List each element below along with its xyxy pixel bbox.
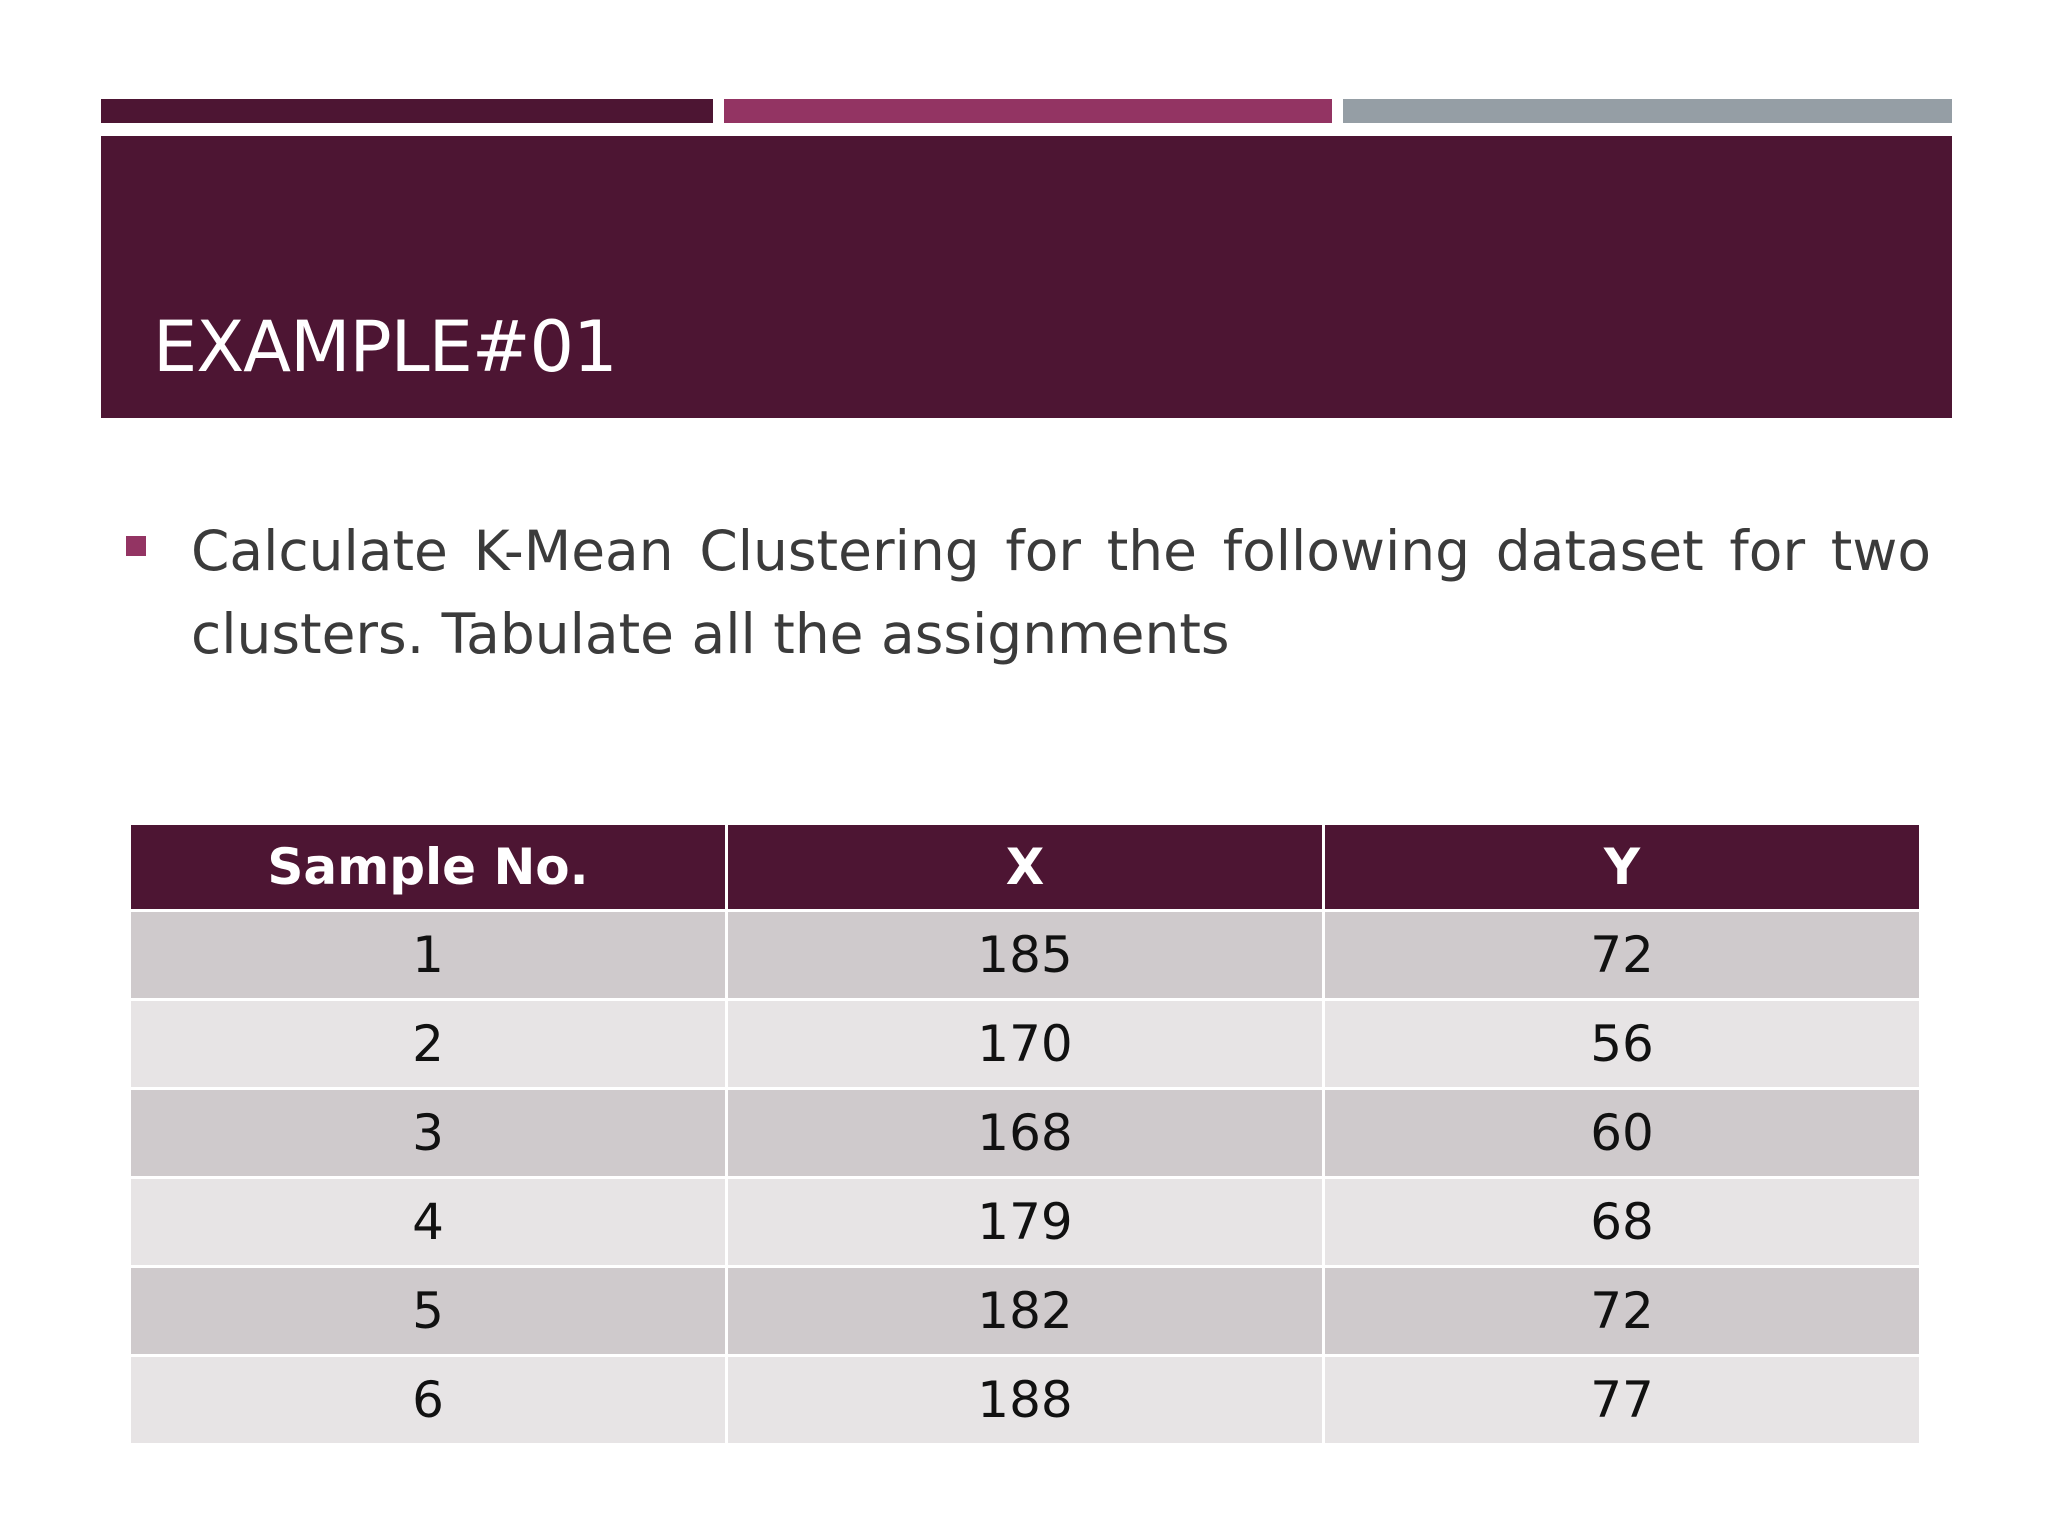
table-row (131, 1001, 1919, 1087)
cell-x: 185 (728, 912, 1322, 998)
square-bullet-icon (126, 536, 146, 556)
cell-y: 56 (1325, 1001, 1919, 1087)
cell-x: 168 (728, 1090, 1322, 1176)
accent-bar-magenta (724, 99, 1332, 123)
table-header-row (131, 825, 1919, 909)
cell-x: 179 (728, 1179, 1322, 1265)
table-row (131, 1179, 1919, 1265)
cell-sample-no: 3 (131, 1090, 725, 1176)
cell-sample-no: 2 (131, 1001, 725, 1087)
title-band (101, 136, 1952, 418)
cell-y: 72 (1325, 912, 1919, 998)
accent-bar-plum (101, 99, 713, 123)
table-row (131, 1268, 1919, 1354)
cell-sample-no: 5 (131, 1268, 725, 1354)
cell-y: 68 (1325, 1179, 1919, 1265)
cell-y: 77 (1325, 1357, 1919, 1443)
slide-title: EXAMPLE#01 (153, 306, 617, 388)
table-row (131, 1357, 1919, 1443)
header-sample-no: Sample No. (131, 825, 725, 909)
table-row (131, 912, 1919, 998)
header-y: Y (1325, 825, 1919, 909)
cell-x: 182 (728, 1268, 1322, 1354)
header-x: X (728, 825, 1322, 909)
dataset-table (128, 822, 1922, 1446)
cell-sample-no: 4 (131, 1179, 725, 1265)
cell-x: 170 (728, 1001, 1322, 1087)
table-row (131, 1090, 1919, 1176)
cell-x: 188 (728, 1357, 1322, 1443)
cell-y: 72 (1325, 1268, 1919, 1354)
bullet-text: Calculate K-Mean Clustering for the following dataset for two clusters. Tabulate all the assignments (191, 519, 1931, 666)
accent-bar-gray (1343, 99, 1952, 123)
cell-y: 60 (1325, 1090, 1919, 1176)
cell-sample-no: 6 (131, 1357, 725, 1443)
cell-sample-no: 1 (131, 912, 725, 998)
